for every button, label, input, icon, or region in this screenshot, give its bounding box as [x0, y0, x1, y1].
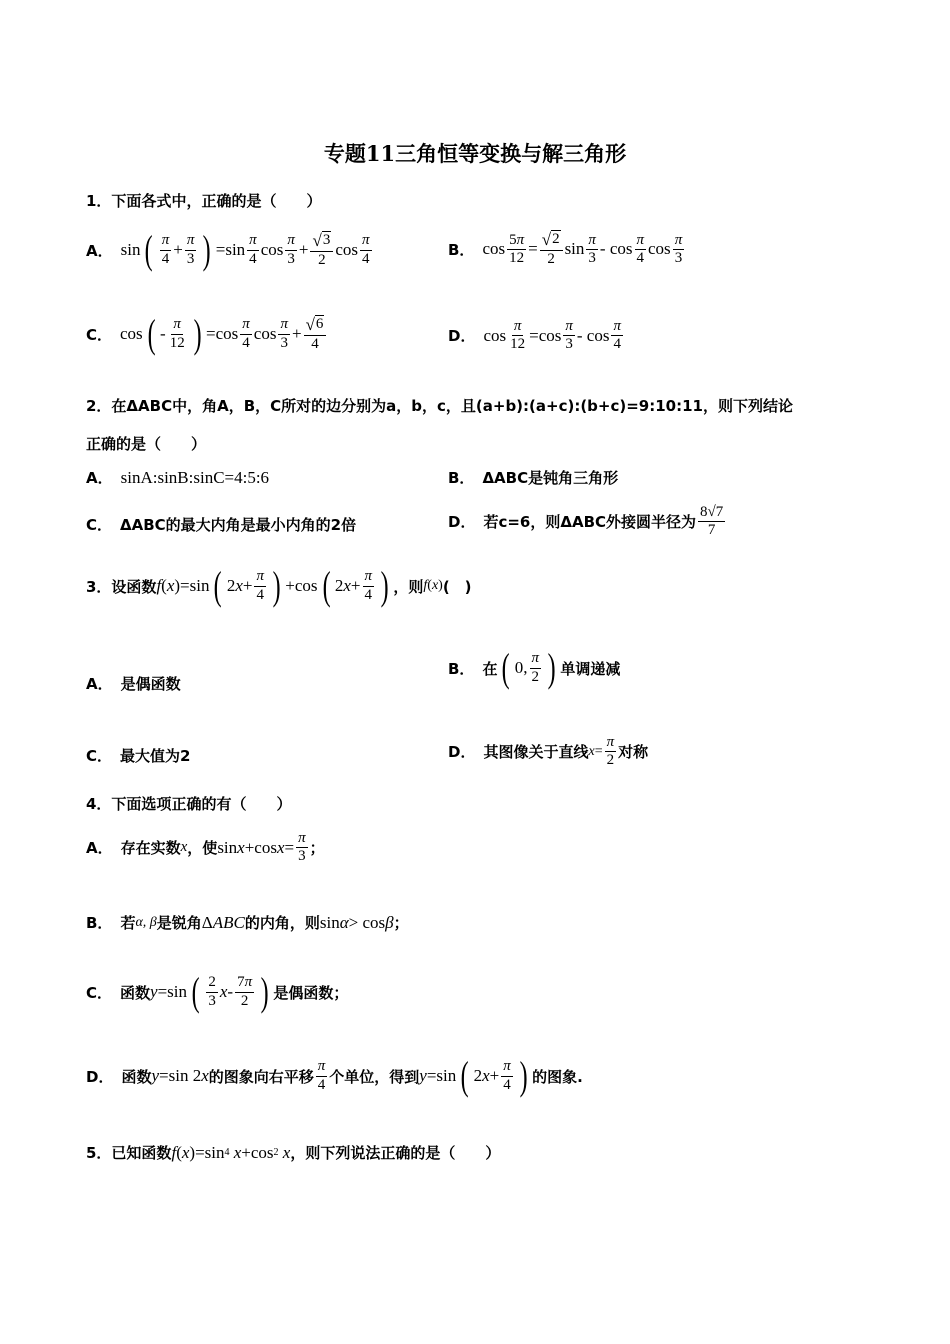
q1-option-d	[448, 318, 625, 354]
option-label: D．	[448, 743, 476, 762]
page-title: 专题11三角恒等变换与解三角形	[323, 141, 627, 166]
q2-option-a	[86, 467, 269, 488]
q4-option-d-mid1: 的图象向右平移	[208, 1067, 314, 1086]
q3-option-d-post: 对称	[618, 743, 649, 762]
q3-option-b-pre: 在	[482, 659, 498, 678]
q4-option-c-formula: y =sin ( $\frac{2}{3}$ x - $\frac{7\pi}{2}$ )	[150, 969, 269, 1014]
q2-stem-line2: 正确的是（ ）	[86, 435, 207, 453]
option-label: A．	[86, 839, 113, 858]
option-label: B．	[448, 240, 475, 259]
q4-stem: 4．下面选项正确的有（ ）	[86, 795, 292, 813]
option-label: B．	[448, 469, 475, 487]
q4-option-d-formula: y =sin ( 2 x + $\frac{\pi}{4}$ )	[419, 1053, 528, 1098]
q4-option-c-post: 是偶函数；	[273, 983, 349, 1002]
q4-option-b-mid2: 的内角，则	[244, 914, 320, 932]
q3-option-a-text: 是偶函数	[120, 675, 181, 693]
q4-option-b-mid1: 是锐角	[156, 914, 202, 932]
q2-option-c	[86, 514, 356, 535]
q4-option-a: A． 存在实数 x ，使 sin x +cos x = $\frac{\pi}{3}$ ；	[86, 830, 325, 865]
q1-option-b	[448, 230, 686, 269]
q4-option-c-pre: 函数	[120, 983, 151, 1002]
q5-stem-pre: 5．已知函数	[86, 1144, 172, 1162]
option-label: C．	[86, 983, 113, 1002]
option-label: A．	[86, 241, 113, 260]
q2-option-b	[448, 467, 618, 488]
q5-stem-post: ，则下列说法正确的是（ ）	[290, 1144, 501, 1162]
q1-option-b-formula: cos $\frac{5\pi}{12}$ = √ 2 2 sin $\frac{\pi}{3}$ - cos $\frac{\pi}{4}$ cos $\frac{\pi}{3}$	[482, 230, 683, 268]
q1-option-a-formula: sin ( $\frac{\pi}{4}$ + $\frac{\pi}{3}$ ) =sin $\frac{\pi}{4}$ cos $\frac{\pi}{3}$ + √ 3 2 cos $\frac{\pi}{4}$	[120, 227, 370, 272]
option-label: A．	[86, 469, 113, 487]
q4-option-d-pre: 函数	[121, 1067, 152, 1086]
q2-option-c-text: ΔABC的最大内角是最小内角的2倍	[120, 516, 357, 534]
option-label: C．	[86, 516, 113, 534]
q3-option-c	[86, 745, 190, 766]
option-label: D．	[448, 513, 476, 532]
q1-option-a	[86, 227, 374, 272]
q3-option-a	[86, 673, 181, 694]
q3-stem: 3．设函数 f ( x )=sin ( 2 x + $\frac{\pi}{4}$ ) +cos ( 2 x + $\frac{\pi}{4}$ ) ，则 f ( x ) ( )	[86, 563, 472, 608]
q4-option-b-post: ；	[393, 914, 409, 932]
q4-option-d: D． 函数 y =sin 2 x 的图象向右平移 $\frac{\pi}{4}$ 个单位，得到 y =sin ( 2 x + $\frac{\pi}{4}$ ) 的图象.	[86, 1053, 583, 1098]
q3-option-b-post: 单调递减	[560, 659, 621, 678]
q3-option-d-pre: 其图像关于直线	[483, 743, 589, 762]
option-label: C．	[86, 325, 113, 344]
q4-option-b-pre: 若	[120, 914, 136, 932]
option-label: A．	[86, 675, 113, 693]
q1-option-c	[86, 311, 328, 356]
q2-option-d-text: 若c=6，则ΔABC外接圆半径为	[483, 513, 697, 532]
radius-fraction: $\frac{8√7}{7}$	[700, 504, 724, 539]
q3-option-d	[448, 734, 648, 770]
q3-stem-pre: 3．设函数	[86, 577, 157, 596]
q5-stem	[86, 1142, 500, 1163]
q4-option-a-post: ；	[309, 839, 325, 858]
q4-option-b: B． 若 α, β 是锐角 Δ ABC 的内角，则 sin α > cos β ；	[86, 912, 409, 932]
q3-option-c-text: 最大值为2	[120, 747, 191, 765]
q3-option-d-line: x = $\frac{\pi}{2}$	[588, 734, 615, 769]
q4-option-a-mid: ，使	[187, 839, 218, 858]
q5-function-formula: f ( x )=sin 4 x +cos 2 x	[171, 1142, 291, 1162]
q2-option-a-text: sinA:sinB:sinC=4:5:6	[120, 467, 270, 487]
q3-option-b	[448, 645, 621, 690]
option-label: B．	[448, 659, 475, 678]
q2-option-b-text: ΔABC是钝角三角形	[482, 469, 619, 487]
q3-function-formula: f ( x )=sin ( 2 x + $\frac{\pi}{4}$ ) +cos ( 2 x + $\frac{\pi}{4}$ )	[156, 563, 389, 608]
q4-option-c	[86, 969, 349, 1014]
option-label: D．	[448, 327, 476, 346]
q2-stem-line1: 2．在ΔABC中，角A，B，C所对的边分别为a，b，c，且(a+b):(a+c):(b+c)=9:10:11，则下列结论	[86, 397, 793, 415]
q4-option-a-formula: sin x +cos x = $\frac{\pi}{3}$	[217, 830, 306, 865]
option-label: B．	[86, 914, 113, 932]
q3-stem-end: ( )	[442, 577, 472, 596]
q1-option-c-formula: cos ( - $\frac{\pi}{12}$ ) =cos $\frac{\pi}{4}$ cos $\frac{\pi}{3}$ + √ 6 4	[120, 314, 328, 354]
q1-stem: 1．下面各式中，正确的是（ ）	[86, 192, 322, 210]
q4-option-d-post: 的图象.	[532, 1067, 583, 1086]
option-label: C．	[86, 747, 113, 765]
q2-option-d	[448, 504, 727, 540]
option-label: D．	[86, 1067, 114, 1086]
q4-option-d-mid2: 个单位，得到	[329, 1067, 420, 1086]
q1-option-d-formula: cos $\frac{\pi}{12}$ =cos $\frac{\pi}{3}$ - cos $\frac{\pi}{4}$	[483, 318, 621, 353]
q4-option-a-pre: 存在实数	[120, 839, 181, 858]
q3-stem-post: ，则	[393, 577, 424, 596]
q3-option-b-interval: ( 0, $\frac{\pi}{2}$ )	[502, 645, 556, 690]
